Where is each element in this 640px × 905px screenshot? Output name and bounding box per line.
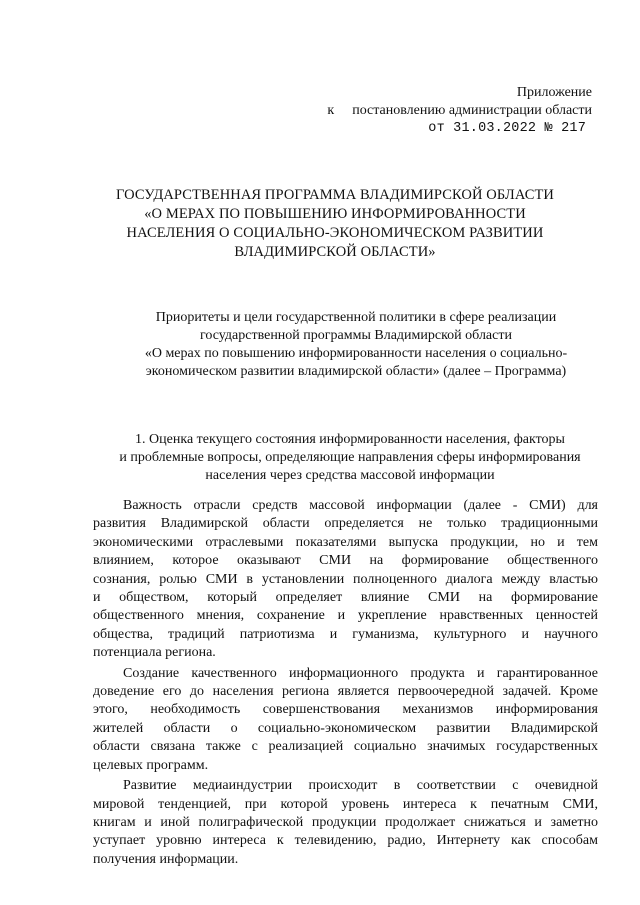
text-line: получения информации. (93, 851, 239, 867)
text-line: общества, традиций патриотизма и гуманизма, культурного и научного (93, 626, 598, 642)
appendix-date-number: от 31.03.2022 № 217 (428, 121, 586, 136)
text-line: Создание качественного информационного продукта и гарантированное (123, 665, 598, 681)
paragraph (93, 777, 598, 869)
text-line: уступает уровню интереса к телевидению, радио, Интернету как способам (93, 833, 598, 849)
text-line: Развитие медиаиндустрии происходит в соответствии с очевидной (123, 778, 598, 794)
text-line: жителей области о социально-экономическом развитии Владимирской (93, 720, 598, 736)
text-line: и обществом, который определяет влияние СМИ на формирование (93, 590, 598, 606)
body-text (93, 497, 598, 869)
program-title (64, 186, 606, 262)
appendix-label: Приложение (516, 85, 592, 100)
subtitle-line: «О мерах по повышению информированности населения о социально- (144, 346, 568, 361)
paragraph (93, 497, 598, 663)
text-line: влиянием, которое оказывают СМИ на формирование общественного (93, 553, 598, 569)
text-line: Важность отрасли средств массовой информации (далее - СМИ) для (123, 498, 598, 513)
section-heading-line: и проблемные вопросы, определяющие направления сферы информирования (119, 450, 581, 465)
text-line: этого, необходимость совершенствования механизмов информирования (93, 702, 598, 718)
subtitle-line: государственной программы Владимирской области (200, 328, 512, 343)
section-heading (90, 431, 610, 485)
section-heading-line: населения через средства массовой информации (205, 468, 495, 483)
appendix-k: к (327, 103, 335, 118)
title-line: НАСЕЛЕНИЯ О СОЦИАЛЬНО-ЭКОНОМИЧЕСКОМ РАЗВИТИИ (126, 225, 544, 241)
appendix-resolution-line (327, 102, 592, 120)
text-line: развития Владимирской области определяется не только традиционными (93, 516, 598, 532)
text-line: доведение его до населения региона является первоочередной задачей. Кроме (93, 684, 598, 700)
text-line: потенциала региона. (93, 645, 216, 661)
priorities-heading (96, 309, 616, 381)
appendix-resolution: постановлению администрации области (352, 103, 592, 118)
section-heading-line: 1. Оценка текущего состояния информированности населения, факторы (135, 432, 565, 447)
title-line: ВЛАДИМИРСКОЙ ОБЛАСТИ» (234, 244, 436, 260)
text-line: области связана также с реализацией социально значимых государственных (93, 739, 598, 755)
appendix-header (327, 84, 592, 138)
text-line: общественного мнения, сохранение и укрепление нравственных ценностей (93, 608, 598, 624)
text-line: целевых программ. (93, 757, 209, 773)
title-line: ГОСУДАРСТВЕННАЯ ПРОГРАММА ВЛАДИМИРСКОЙ ОБЛАСТИ (115, 187, 554, 203)
paragraph (93, 665, 598, 775)
title-line: «О МЕРАХ ПО ПОВЫШЕНИЮ ИНФОРМИРОВАННОСТИ (144, 206, 526, 222)
text-line: сознания, ролью СМИ в установлении полноценного диалога между властью (93, 571, 598, 587)
text-line: мировой тенденцией, при которой уровень интереса к печатным СМИ, (93, 796, 598, 812)
text-line: книгам и иной полиграфической продукции продолжает снижаться и заметно (93, 814, 598, 830)
text-line: экономическими отраслевыми показателями выпуска продукции, но и тем (93, 534, 598, 550)
subtitle-line: экономическом развитии владимирской области» (далее – Программа) (145, 364, 567, 379)
subtitle-line: Приоритеты и цели государственной политики в сфере реализации (155, 310, 557, 325)
